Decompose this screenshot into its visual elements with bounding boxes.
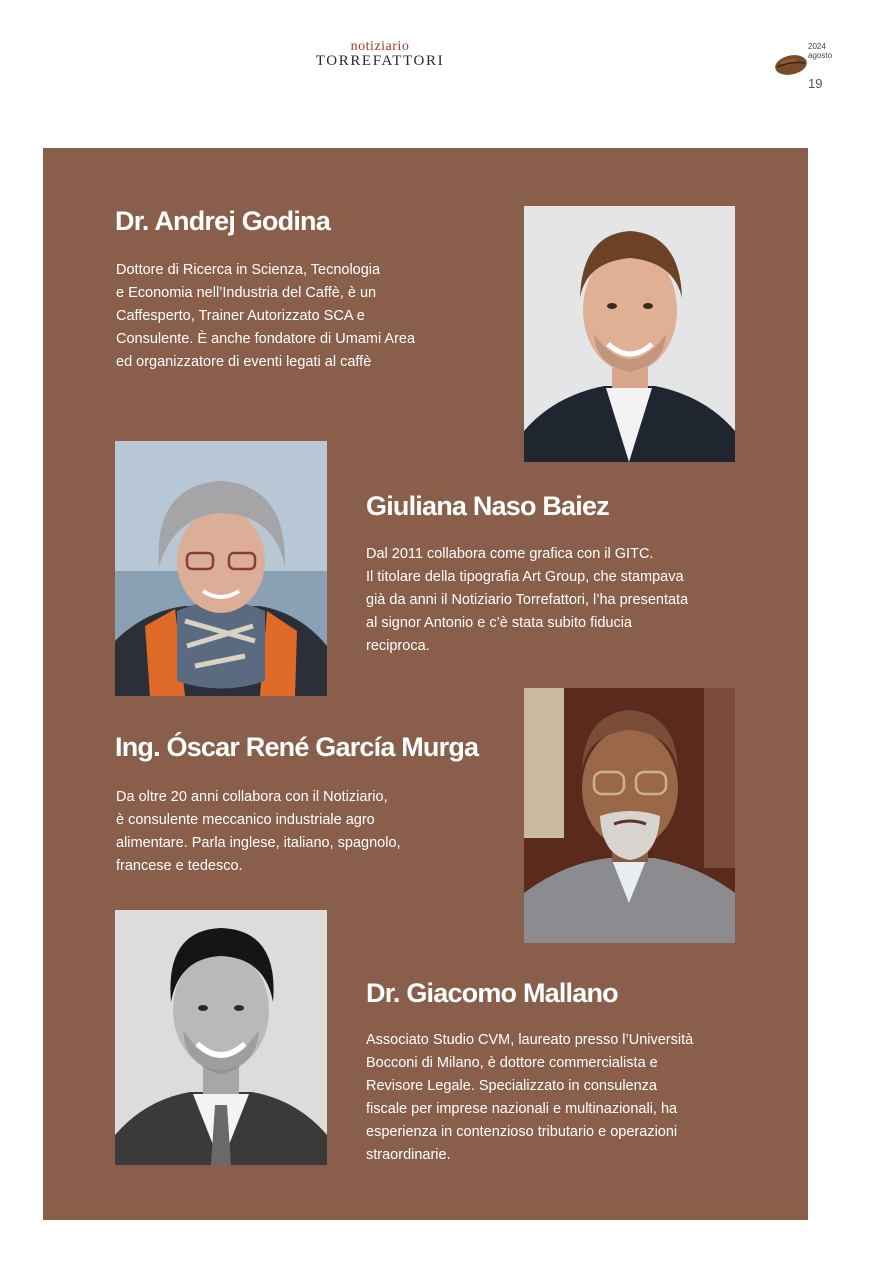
masthead-small-text: notiziario [350, 39, 410, 54]
page-number: 19 [808, 76, 823, 91]
coffee-bean-icon [774, 54, 808, 76]
person-bio: Dottore di Ricerca in Scienza, Tecnologia e Economia nell’Industria del Caffè, è un Caffesperto, Trainer Autorizzato SCA e Consulente. È anche fondatore di Umami Area ed organizzatore di eventi legati al caffè [116, 262, 416, 370]
portrait-photo [115, 910, 327, 1165]
person-name: Dr. Giacomo Mallano [366, 978, 618, 1008]
masthead-logo [300, 40, 460, 69]
person-name: Ing. Óscar René García Murga [115, 732, 479, 762]
person-bio: Dal 2011 collabora come grafica con il GITC. Il titolare della tipografia Art Group, che stampava già da anni il Notiziario Torrefattori, l’ha presentata al signor Antonio e c’è stata subito fiducia reciproca. [366, 546, 689, 654]
issue-month: agosto [808, 51, 833, 60]
person-name: Dr. Andrej Godina [115, 206, 330, 236]
person-bio: Associato Studio CVM, laureato presso l’Università Bocconi di Milano, è dottore commercialista e Revisore Legale. Specializzato in consulenza fiscale per imprese nazionali e multinazionali, ha esperienza in contenzioso tributario e operazioni straordinarie. [366, 1032, 694, 1163]
masthead-title: TORREFATTORI [315, 53, 445, 69]
portrait-photo [524, 688, 735, 943]
person-name: Giuliana Naso Baiez [366, 491, 609, 521]
person-bio: Da oltre 20 anni collabora con il Notiziario, è consulente meccanico industriale agro alimentare. Parla inglese, italiano, spagnolo, francese e tedesco. [116, 789, 401, 874]
issue-year: 2024 [808, 42, 826, 51]
portrait-photo [115, 441, 327, 696]
portrait-photo [524, 206, 735, 462]
issue-info [772, 42, 852, 94]
